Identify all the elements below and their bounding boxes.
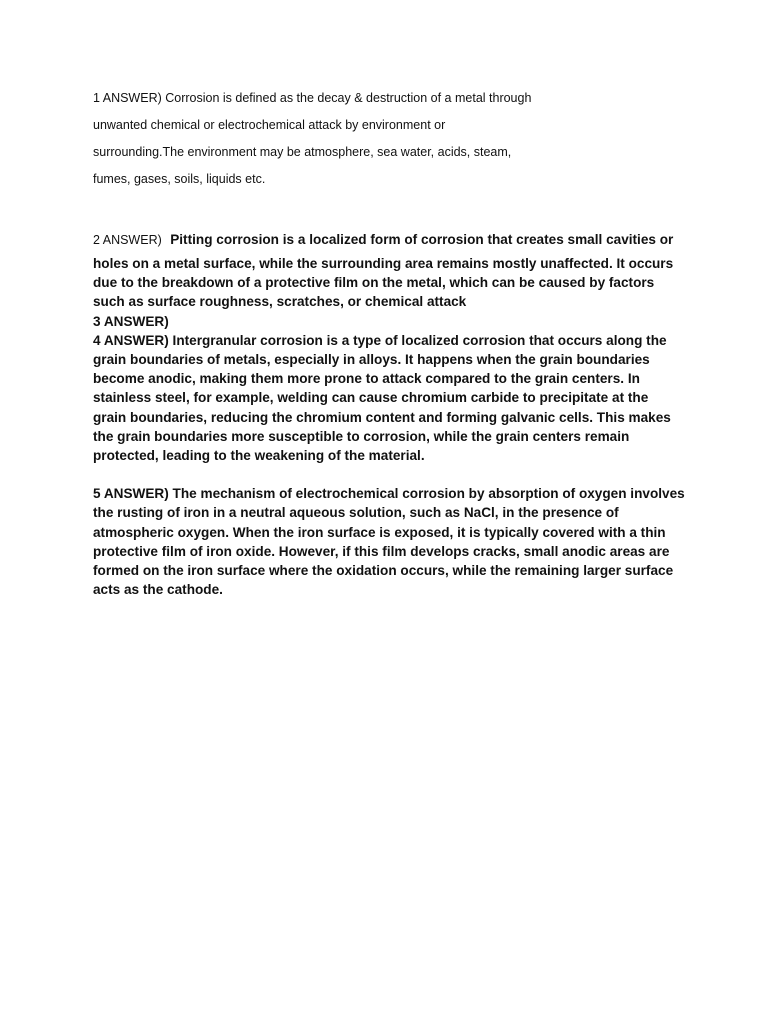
answer-5-line: the rusting of iron in a neutral aqueous solution, such as NaCl, in the presence of bbox=[93, 505, 619, 521]
answer-2-line: due to the breakdown of a protective film on the metal, which can be caused by factors bbox=[93, 275, 655, 291]
answer-3-label: 3 ANSWER) bbox=[93, 313, 169, 329]
answer-4-line: protected, leading to the weakening of the material. bbox=[93, 448, 425, 464]
answer-1-paragraph bbox=[93, 85, 693, 193]
answer-4-line: become anodic, making them more prone to attack compared to the grain centers. In bbox=[93, 371, 640, 387]
answer-1-line: surrounding.The environment may be atmosphere, sea water, acids, steam, bbox=[93, 145, 512, 159]
answer-5-line: atmospheric oxygen. When the iron surface is exposed, it is typically covered with a thin bbox=[93, 524, 666, 540]
answer-1-line: unwanted chemical or electrochemical attack by environment or bbox=[93, 118, 446, 132]
answer-4-line: the grain boundaries more susceptible to corrosion, while the grain centers remain bbox=[93, 428, 630, 444]
answer-2-first-line bbox=[93, 229, 683, 251]
answer-4-line: stainless steel, for example, welding can cause chromium carbide to precipitate at the bbox=[93, 390, 649, 406]
answer-1-line: 1 ANSWER) Corrosion is defined as the decay & destruction of a metal through bbox=[93, 91, 532, 105]
answer-5-line: formed on the iron surface where the oxidation occurs, while the remaining larger surface bbox=[93, 563, 674, 579]
answer-4-line: 4 ANSWER) Intergranular corrosion is a type of localized corrosion that occurs along the bbox=[93, 332, 667, 348]
answer-2-continuation bbox=[93, 254, 683, 599]
answers-2-to-5-block bbox=[93, 229, 683, 599]
answer-5-line: acts as the cathode. bbox=[93, 582, 223, 598]
answer-1-line: fumes, gases, soils, liquids etc. bbox=[93, 172, 266, 186]
answer-2-label: 2 ANSWER) bbox=[93, 233, 162, 247]
answer-2-line: holes on a metal surface, while the surrounding area remains mostly unaffected. It occurs bbox=[93, 256, 674, 271]
answer-2-line: such as surface roughness, scratches, or chemical attack bbox=[93, 294, 467, 310]
answer-5-line: 5 ANSWER) The mechanism of electrochemical corrosion by absorption of oxygen involves bbox=[93, 486, 685, 502]
paragraph-gap bbox=[93, 465, 683, 484]
answer-2-first-text: Pitting corrosion is a localized form of corrosion that creates small cavities or bbox=[170, 232, 674, 247]
answer-4-line: grain boundaries of metals, especially in alloys. It happens when the grain boundaries bbox=[93, 352, 650, 368]
answer-5-line: protective film of iron oxide. However, if this film develops cracks, small anodic areas are bbox=[93, 543, 670, 559]
answer-4-line: grain boundaries, reducing the chromium content and forming galvanic cells. This makes bbox=[93, 409, 671, 425]
